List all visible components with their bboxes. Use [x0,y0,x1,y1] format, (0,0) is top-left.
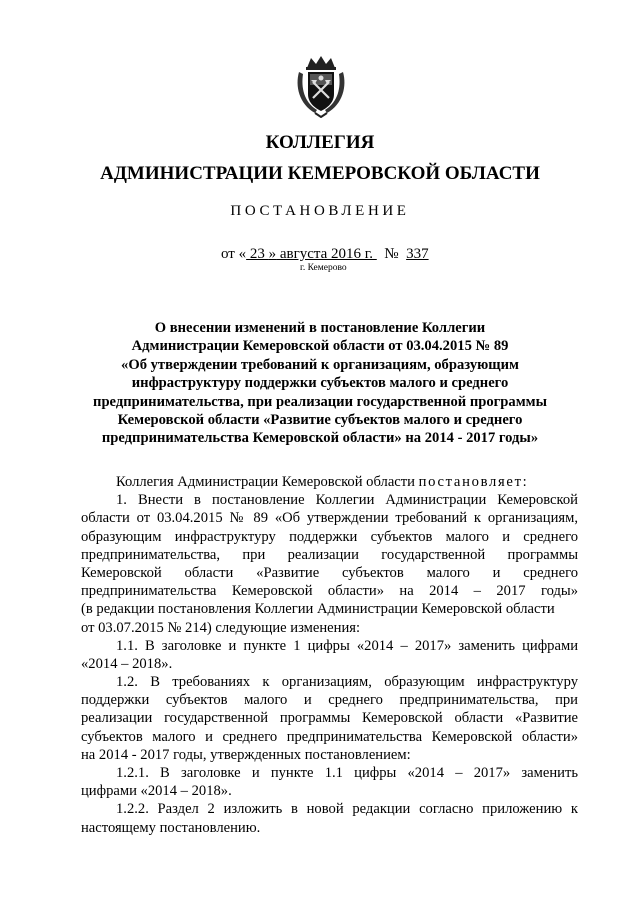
intro-text: Коллегия Администрации Кемеровской области [116,474,419,490]
paragraph-1-1-line: 1.1. В заголовке и пункте 1 цифры «2014 – 2017» заменить цифрами [116,637,578,654]
paragraph-1-2-line: реализации государственной программы Кемеровской области «Развитие [81,710,578,727]
paragraph-1-1-line: «2014 – 2018». [81,655,173,672]
paragraph-1-line: предпринимательства, при реализации государственной программы [81,546,578,563]
paragraph-1-line: образующим инфраструктуру поддержки субъектов малого и среднего [81,528,578,545]
kemerovo-coat-of-arms-icon [293,56,349,118]
subject-line: предпринимательства Кемеровской области» на 2014 - 2017 годы» [101,430,539,447]
paragraph-1-2-line: на 2014 - 2017 годы, утвержденных постановлением: [81,746,411,763]
paragraph-1-line: 1. Внести в постановление Коллегии Администрации Кемеровской [116,492,578,509]
date-prefix: от « [221,246,247,262]
paragraph-1-2-2-line: 1.2.2. Раздел 2 изложить в новой редакции согласно приложению к [116,801,578,818]
subject-line: О внесении изменений в постановление Коллегии [154,320,486,336]
document-subject [78,319,562,448]
number-sign: № [376,246,407,262]
city-label: г. Кемерово [300,263,347,273]
date-line [221,245,429,263]
subject-line: «Об утверждении требований к организациям, образующим [121,356,519,373]
paragraph-1-line: предпринимательства Кемеровской области» на 2014 – 2017 годы» [81,583,578,600]
paragraph-1-2-line: субъектов малого и среднего предпринимательства Кемеровской области» [81,728,578,745]
intro-line [81,473,578,491]
paragraph-1-line: от 03.07.2015 № 214) следующие изменения: [81,619,361,636]
subject-line: инфраструктуру поддержки субъектов малого и среднего [131,375,509,392]
paragraph-1-2-line: поддержки субъектов малого и среднего предпринимательства, при [81,692,578,709]
document-number: 337 [406,246,429,262]
date-month-year: августа 2016 г. [276,246,377,262]
paragraph-1-2-line: 1.2. В требованиях к организациям, образующим инфраструктуру [116,674,578,691]
paragraph-1-line: Кемеровской области «Развитие субъектов малого и среднего [81,564,578,581]
subject-line: Кемеровской области «Развитие субъектов малого и среднего [117,412,523,429]
intro-spaced-verb: постановляет: [418,474,529,490]
paragraph-1-2-1-line: 1.2.1. В заголовке и пункте 1.1 цифры «2014 – 2017» заменить [116,765,578,781]
paragraph-1-2-2-line: настоящему постановлению. [81,819,261,836]
subject-line: Администрации Кемеровской области от 03.04.2015 № 89 [131,338,509,355]
subject-line: предпринимательства, при реализации государственной программы [93,393,547,410]
document-type: ПОСТАНОВЛЕНИЕ [230,203,410,219]
paragraph-1-2-1-line: цифрами «2014 – 2018». [81,783,232,800]
document-body [81,473,578,837]
date-day: 23 [246,246,269,262]
paragraph-1-line: (в редакции постановления Коллегии Администрации Кемеровской области [81,601,555,618]
org-title-line1: КОЛЛЕГИЯ [265,132,375,153]
paragraph-1-line: области от 03.04.2015 № 89 «Об утверждении требований к организациям, [81,510,578,527]
org-title-line2: АДМИНИСТРАЦИИ КЕМЕРОВСКОЙ ОБЛАСТИ [100,163,540,184]
date-mid: » [268,246,277,262]
